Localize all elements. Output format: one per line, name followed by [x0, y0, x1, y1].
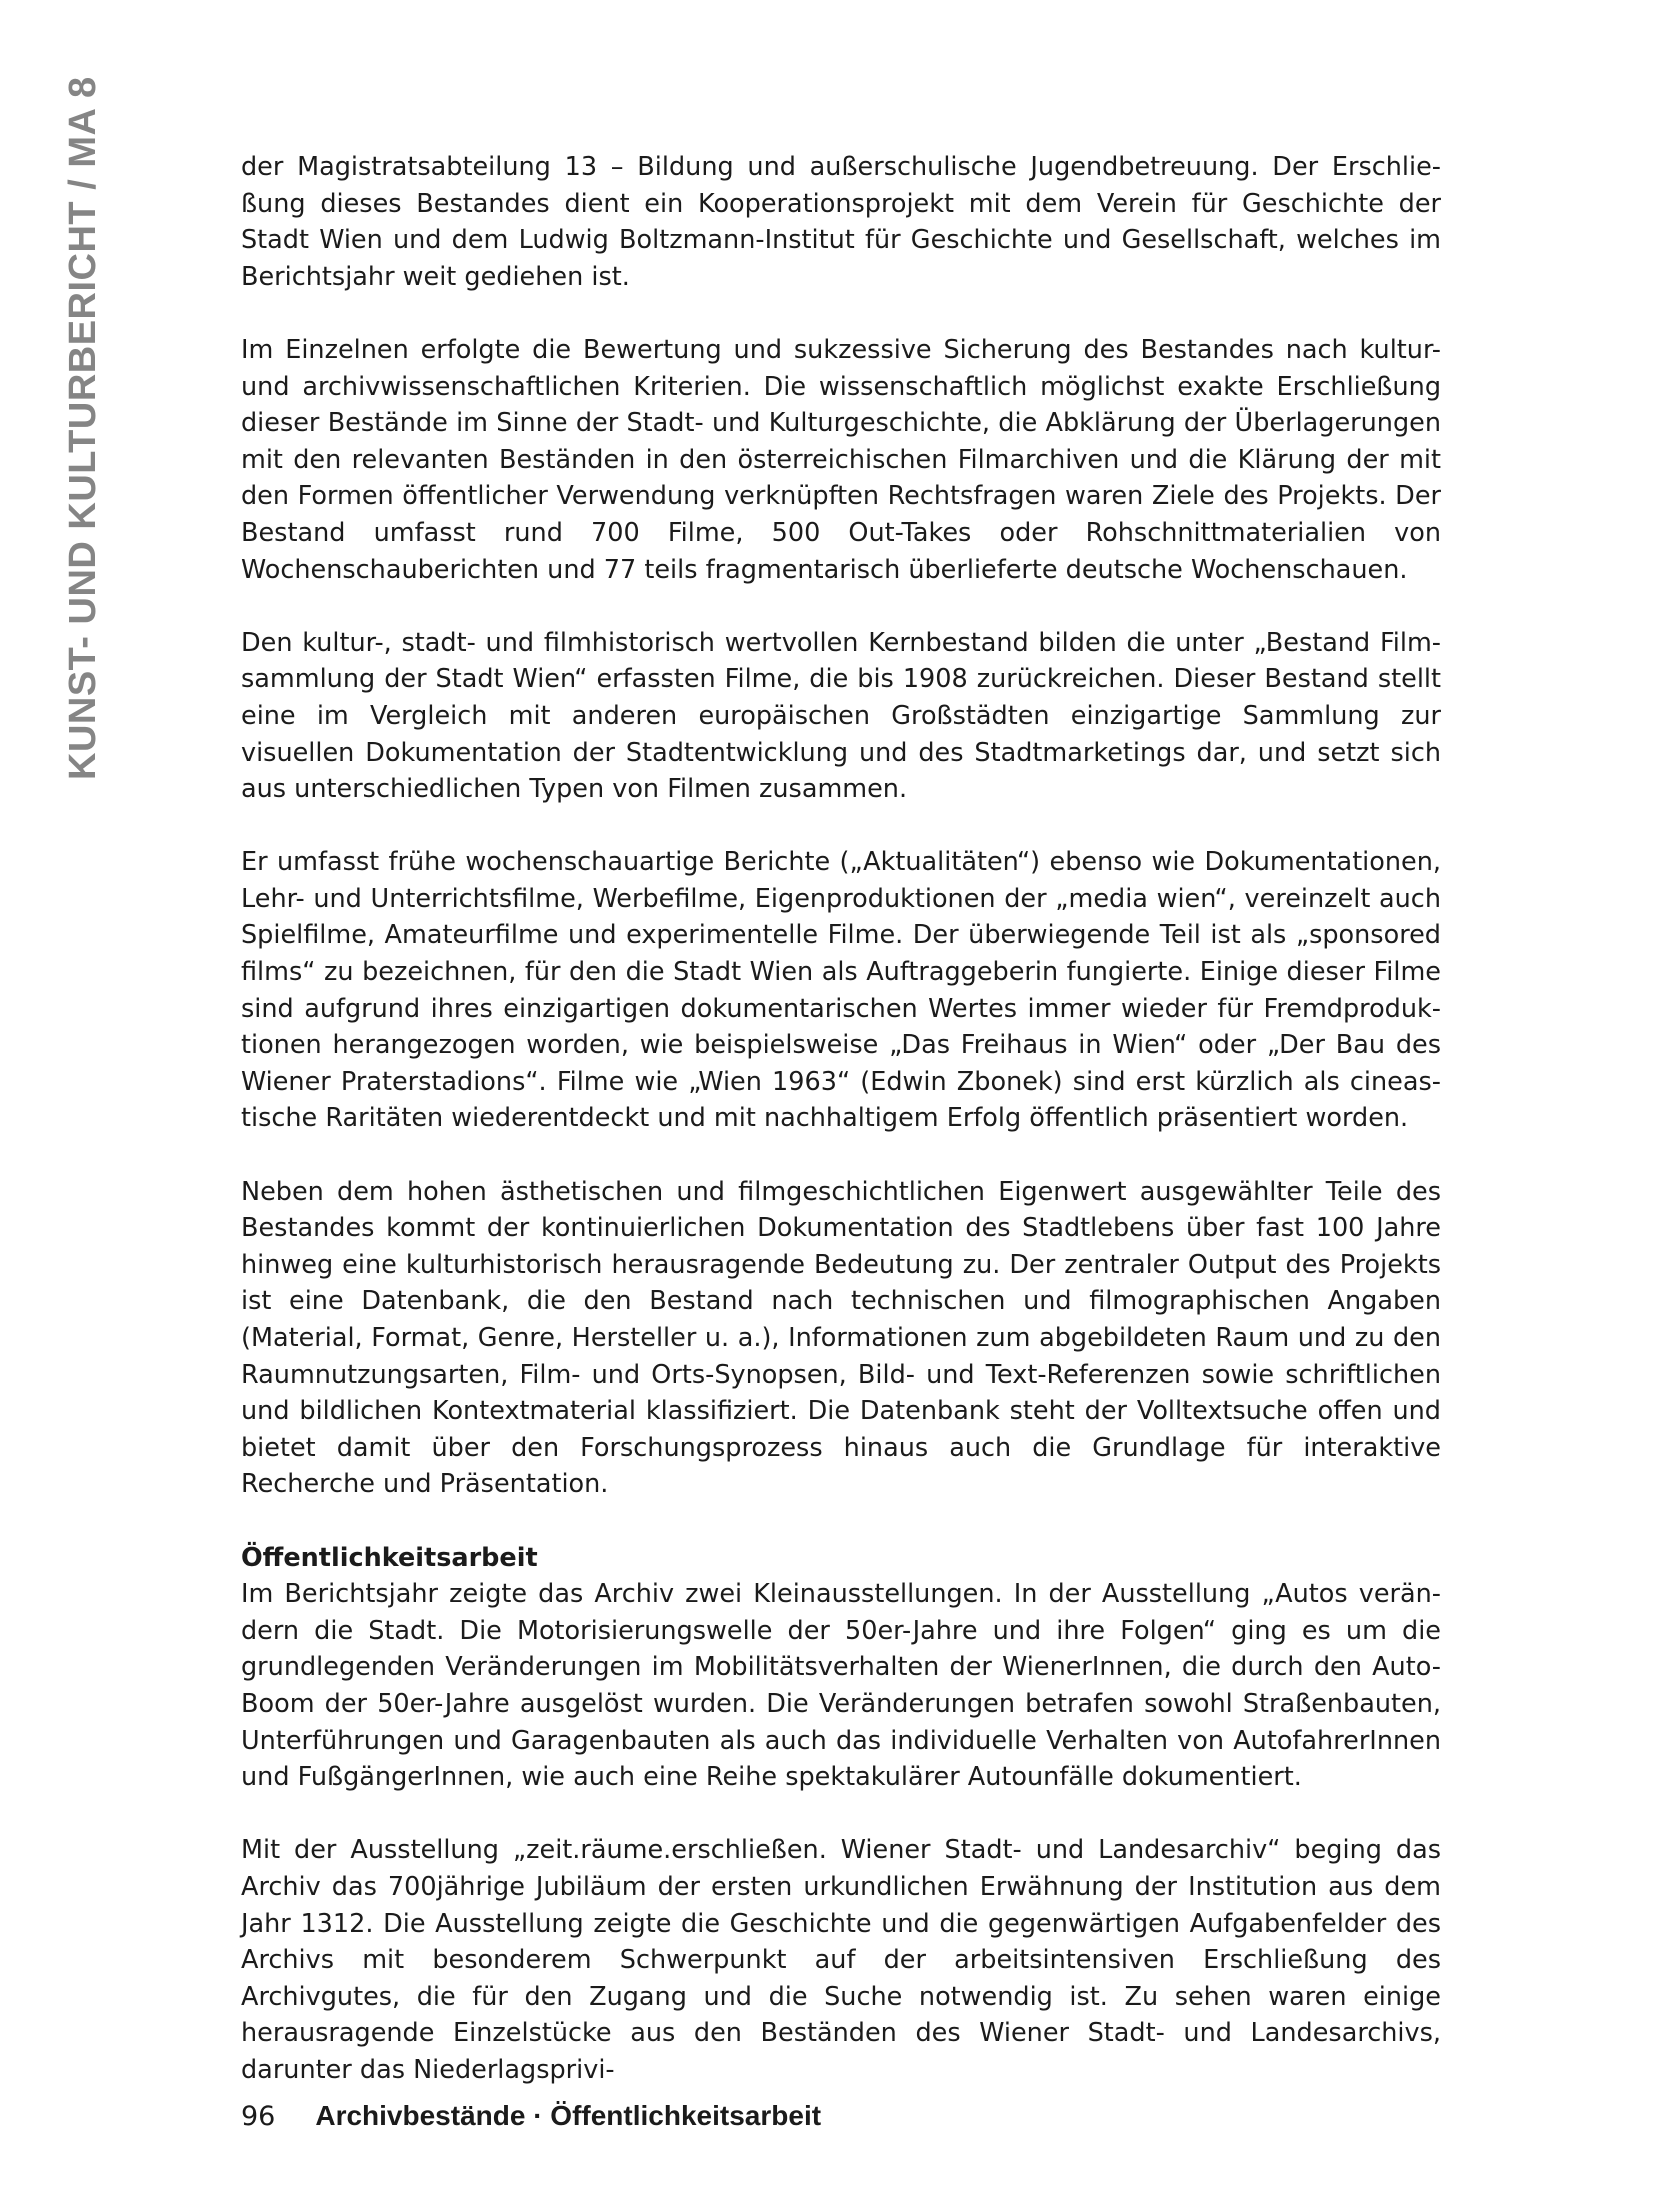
paragraph: Neben dem hohen ästhetischen und filmgeschichtlichen Eigenwert ausgewählter Teile des Bestandes kommt der kontinuierlichen Dokumentation des Stadtlebens über fast 100 Jahre hinweg eine kulturhistorisch herausragende Bedeutung zu. Der zentraler Output des Projekts ist eine Datenbank, die den Bestand nach technischen und filmographischen Angaben (Material, Format, Genre, Hersteller u. a.), Informationen zum abgebildeten Raum und zu den Raumnutzungsarten, Film- und Orts-Synopsen, Bild- und Text-Referenzen sowie schriftlichen und bildlichen Kontextmaterial klassifiziert. Die Datenbank steht der Volltextsuche offen und bietet damit über den Forschungsprozess hinaus auch die Grundlage für interaktive Recherche und Präsentation. — [241, 1176, 1441, 1500]
page-number: 96 — [241, 2101, 276, 2132]
page-footer — [241, 2098, 821, 2135]
paragraph: Im Berichtsjahr zeigte das Archiv zwei Kleinausstellungen. In der Ausstellung „Autos verändern die Stadt. Die Motorisierungswelle der 50er-Jahre und ihre Folgen“ ging es um die grundlegenden Veränderungen im Mobilitätsverhalten der WienerInnen, die durch den Auto-Boom der 50er-Jahre ausgelöst wurden. Die Veränderungen betrafen sowohl Straßenbauten, Unterführungen und Garagenbauten als auch das individuelle Verhalten von AutofahrerInnen und FußgängerInnen, wie auch eine Reihe spektakulärer Autounfälle dokumentiert. — [241, 1579, 1441, 1793]
paragraph: Im Einzelnen erfolgte die Bewertung und sukzessive Sicherung des Bestandes nach kultur- und archivwissenschaftlichen Kriterien. Die wissenschaftlich möglichst exakte Erschließung dieser Bestände im Sinne der Stadt- und Kulturgeschichte, die Abklärung der Überlagerungen mit den relevanten Beständen in den österreichischen Filmarchiven und die Klärung der mit den Formen öffentlicher Verwendung verknüpften Rechtsfragen waren Ziele des Projekts. Der Bestand umfasst rund 700 Filme, 500 Out-Takes oder Rohschnittmaterialien von Wochenschauberichten und 77 teils fragmentarisch überlieferte deutsche Wochenschauen. — [241, 334, 1441, 585]
side-running-title: KUNST- UND KULTURBERICHT / MA 8 — [62, 76, 104, 780]
paragraph: Mit der Ausstellung „zeit.räume.erschließen. Wiener Stadt- und Landesarchiv“ beging das Archiv das 700jährige Jubiläum der ersten urkundlichen Erwähnung der Institution aus dem Jahr 1312. Die Ausstellung zeigte die Geschichte und die gegenwärtigen Aufgabenfelder des Archivs mit besonderem Schwerpunkt auf der arbeitsintensiven Erschließung des Archivgutes, die für den Zugang und die Suche notwendig ist. Zu sehen waren einige herausragende Einzelstücke aus den Beständen des Wiener Stadt- und Landesarchivs, darunter das Niederlagsprivi- — [241, 1835, 1441, 2085]
paragraph: Er umfasst frühe wochenschauartige Berichte („Aktualitäten“) ebenso wie Dokumentationen, Lehr- und Unterrichtsfilme, Werbefilme, Eigenproduktionen der „media wien“, vereinzelt auch Spielfilme, Amateurfilme und experimentelle Filme. Der überwiegende Teil ist als „sponsored films“ zu bezeichnen, für den die Stadt Wien als Auftraggeberin fungierte. Einige dieser Filme sind aufgrund ihres einzigartigen dokumentarischen Wertes immer wieder für Fremdproduktionen herangezogen worden, wie beispielsweise „Das Freihaus in Wien“ oder „Der Bau des Wiener Praterstadions“. Filme wie „Wien 1963“ (Edwin Zbonek) sind erst kürzlich als cineastische Raritäten wiederentdeckt und mit nachhaltigem Erfolg öffentlich präsentiert worden. — [241, 847, 1441, 1134]
paragraph: Den kultur-, stadt- und filmhistorisch wertvollen Kernbestand bilden die unter „Bestand Filmsammlung der Stadt Wien“ erfassten Filme, die bis 1908 zurückreichen. Dieser Bestand stellt eine im Vergleich mit anderen europäischen Großstädten einzigartige Sammlung zur visuellen Dokumentation der Stadtentwicklung und des Stadtmarketings dar, und setzt sich aus unterschiedlichen Typen von Filmen zusammen. — [241, 627, 1441, 805]
paragraph: der Magistratsabteilung 13 – Bildung und außerschulische Jugendbetreuung. Der Erschließung dieses Bestandes dient ein Kooperationsprojekt mit dem Verein für Geschichte der Stadt Wien und dem Ludwig Boltzmann-Institut für Geschichte und Gesellschaft, welches im Berichtsjahr weit gediehen ist. — [241, 152, 1441, 292]
main-text — [241, 149, 1441, 2125]
footer-running-title: Archivbestände · Öffentlichkeitsarbeit — [315, 2100, 822, 2131]
section-heading: Öffentlichkeitsarbeit — [241, 1542, 538, 1573]
